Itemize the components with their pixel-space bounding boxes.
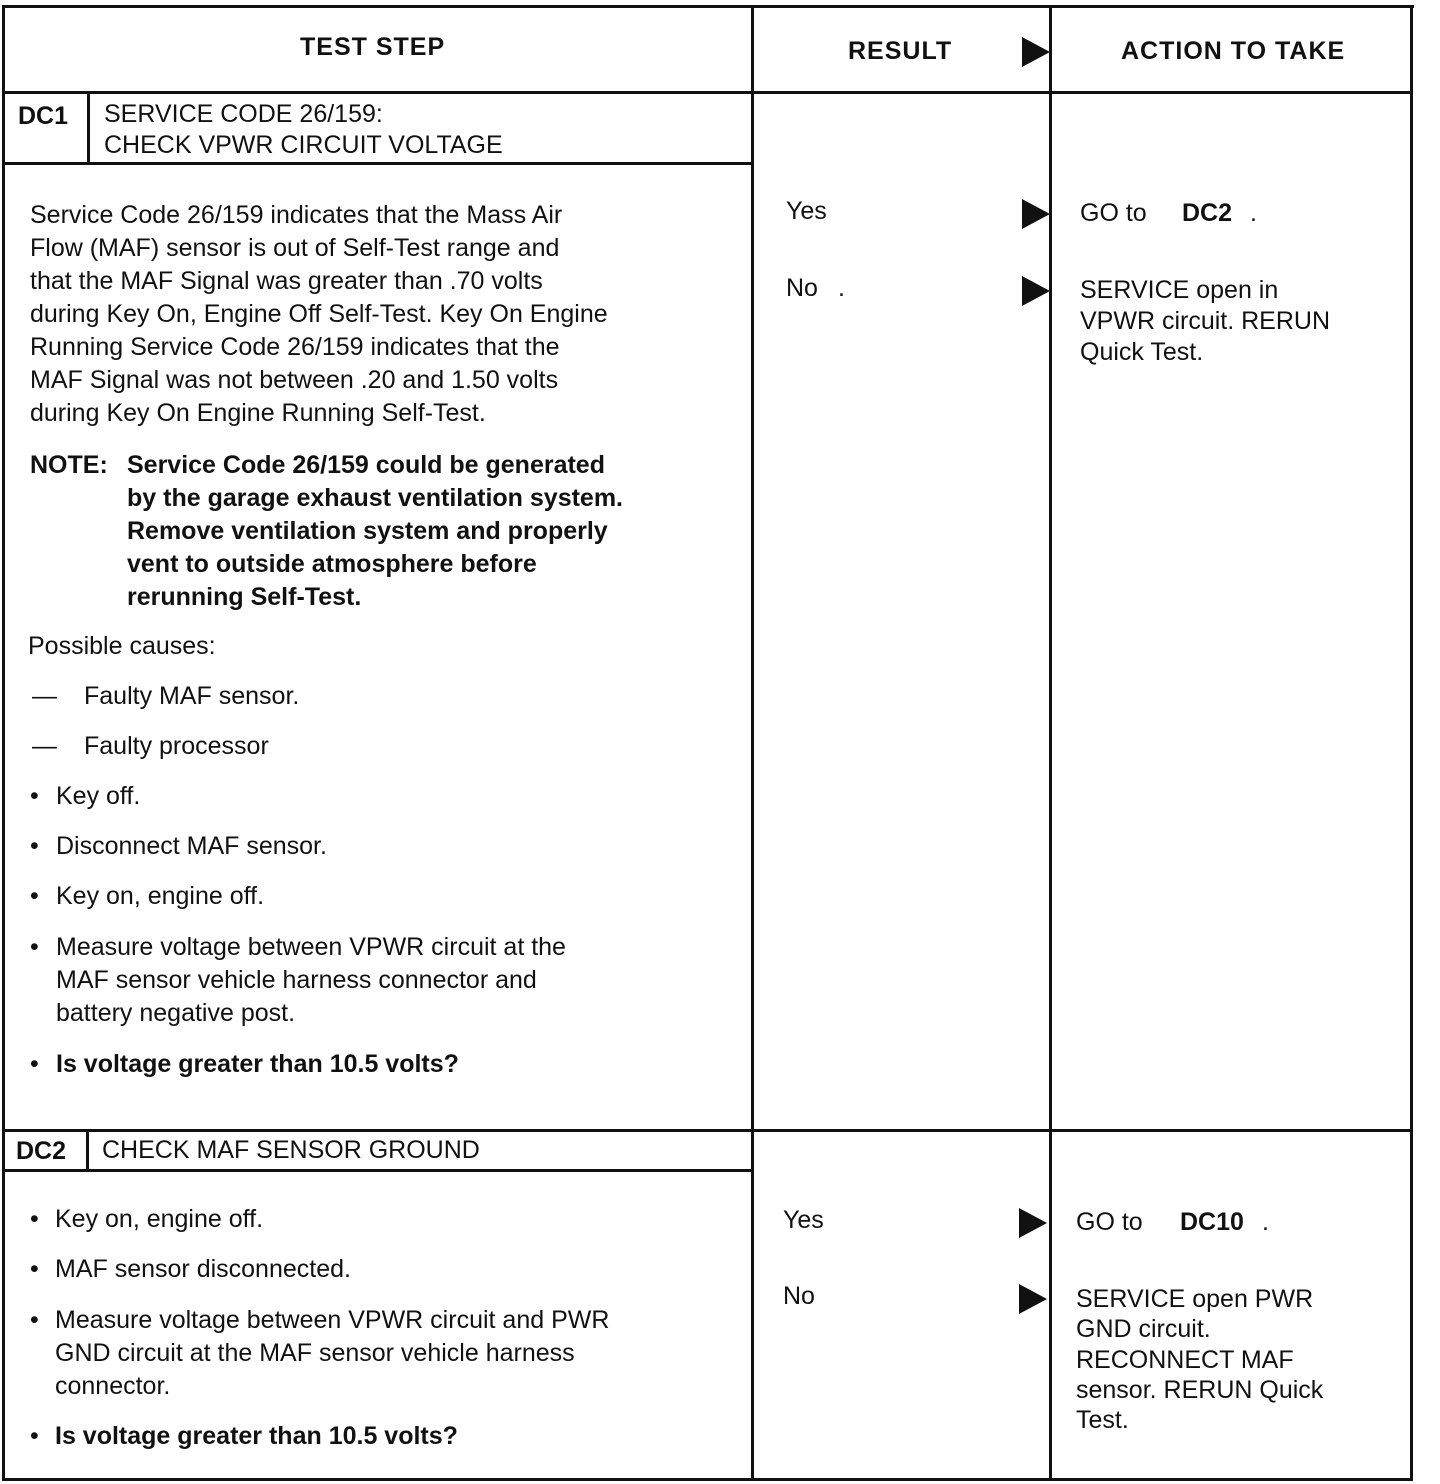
dc1-no-action-line: SERVICE open in: [1080, 276, 1279, 304]
dc1-title-box-bottom: [2, 162, 754, 165]
dc1-title-line2: CHECK VPWR CIRCUIT VOLTAGE: [104, 131, 503, 159]
bullet-icon: •: [30, 782, 39, 810]
dc2-step: Measure voltage between VPWR circuit and PWR: [55, 1306, 610, 1334]
dc2-yes-arrow-icon: [1019, 1208, 1047, 1238]
column-divider-result: [751, 5, 754, 1481]
bullet-icon: •: [30, 1422, 39, 1450]
dc1-step: Key on, engine off.: [56, 882, 265, 910]
dc2-yes-action-target: DC10: [1180, 1208, 1244, 1236]
bullet-icon: •: [30, 882, 39, 910]
table-border-right: [1410, 5, 1413, 1481]
dc1-desc-line: MAF Signal was not between .20 and 1.50 volts: [30, 366, 559, 394]
dc1-result-no-dot: .: [838, 274, 845, 302]
dc1-causes-label: Possible causes:: [28, 632, 216, 660]
dc1-desc-line: Service Code 26/159 indicates that the Mass Air: [30, 201, 563, 229]
dc1-cause-item: Faulty processor: [84, 732, 269, 760]
bullet-icon: •: [30, 1306, 39, 1334]
header-row-divider: [2, 91, 1413, 94]
dc2-yes-action-prefix: GO to: [1076, 1208, 1143, 1236]
dc2-row-divider: [2, 1129, 1413, 1132]
dc2-question: Is voltage greater than 10.5 volts?: [55, 1422, 458, 1450]
dc1-desc-line: that the MAF Signal was greater than .70 volts: [30, 267, 543, 295]
dc1-cause-item: Faulty MAF sensor.: [84, 682, 300, 710]
dc2-result-yes: Yes: [783, 1206, 824, 1234]
dc1-yes-action-prefix: GO to: [1080, 199, 1147, 227]
dc1-result-yes: Yes: [786, 197, 827, 225]
dc1-desc-line: Flow (MAF) sensor is out of Self-Test range and: [30, 234, 560, 262]
header-action: ACTION TO TAKE: [1121, 37, 1346, 65]
dc1-title-line1: SERVICE CODE 26/159:: [104, 100, 383, 128]
dc2-no-action-line: SERVICE open PWR: [1076, 1285, 1314, 1313]
dc2-id-divider: [86, 1130, 89, 1171]
dc2-no-arrow-icon: [1019, 1284, 1047, 1314]
dc2-result-no: No: [783, 1282, 815, 1310]
dc1-no-action-line: VPWR circuit. RERUN: [1080, 307, 1331, 335]
dc1-step: MAF sensor vehicle harness connector and: [56, 966, 537, 994]
dc1-no-action-line: Quick Test.: [1080, 338, 1204, 366]
dc1-step: Disconnect MAF sensor.: [56, 832, 327, 860]
header-arrow-icon: [1022, 37, 1050, 67]
dc1-no-arrow-icon: [1022, 276, 1050, 306]
dc1-step: battery negative post.: [56, 999, 296, 1027]
dc1-note-line: vent to outside atmosphere before: [127, 550, 537, 578]
dash-glyph: —: [32, 682, 57, 710]
dc1-note-line: rerunning Self-Test.: [127, 583, 362, 611]
bullet-icon: •: [30, 1205, 39, 1233]
header-result: RESULT: [848, 37, 953, 65]
table-border-top: [2, 5, 1414, 8]
dc1-note-line: Service Code 26/159 could be generated: [127, 451, 605, 479]
dc1-id: DC1: [18, 102, 69, 130]
dc2-step: connector.: [55, 1372, 171, 1400]
table-border-bottom: [2, 1478, 1412, 1481]
dc1-desc-line: during Key On, Engine Off Self-Test. Key On Engine: [30, 300, 608, 328]
dc2-yes-action-period: .: [1262, 1208, 1269, 1236]
dc2-step: MAF sensor disconnected.: [55, 1255, 351, 1283]
bullet-icon: •: [30, 832, 39, 860]
dc2-id: DC2: [16, 1137, 67, 1165]
dc1-question: Is voltage greater than 10.5 volts?: [56, 1050, 459, 1078]
dc1-desc-line: Running Service Code 26/159 indicates that the: [30, 333, 560, 361]
header-test-step: TEST STEP: [300, 33, 446, 61]
dash-glyph: —: [32, 732, 57, 760]
dc2-title-box-bottom: [2, 1169, 754, 1172]
bullet-icon: •: [30, 1050, 39, 1078]
dc2-no-action-line: RECONNECT MAF: [1076, 1346, 1294, 1374]
dc1-yes-arrow-icon: [1022, 199, 1050, 229]
dc1-desc-line: during Key On Engine Running Self-Test.: [30, 399, 486, 427]
dc2-step: GND circuit at the MAF sensor vehicle harness: [55, 1339, 575, 1367]
dc1-yes-action-target: DC2: [1182, 199, 1233, 227]
bullet-icon: •: [30, 1255, 39, 1283]
dc2-no-action-line: GND circuit.: [1076, 1315, 1211, 1343]
dc2-no-action-line: Test.: [1076, 1406, 1129, 1434]
bullet-icon: •: [30, 933, 39, 961]
table-border-left: [2, 5, 5, 1481]
dc1-step: Measure voltage between VPWR circuit at the: [56, 933, 566, 961]
dc1-id-divider: [87, 92, 90, 164]
dc1-note-line: by the garage exhaust ventilation system.: [127, 484, 623, 512]
dc1-note-label: NOTE:: [30, 451, 108, 479]
dc2-title: CHECK MAF SENSOR GROUND: [102, 1136, 480, 1164]
dc1-step: Key off.: [56, 782, 141, 810]
dc2-step: Key on, engine off.: [55, 1205, 264, 1233]
dc2-no-action-line: sensor. RERUN Quick: [1076, 1376, 1324, 1404]
dc1-yes-action-period: .: [1250, 199, 1257, 227]
dc1-result-no: No: [786, 274, 818, 302]
dc1-note-line: Remove ventilation system and properly: [127, 517, 608, 545]
